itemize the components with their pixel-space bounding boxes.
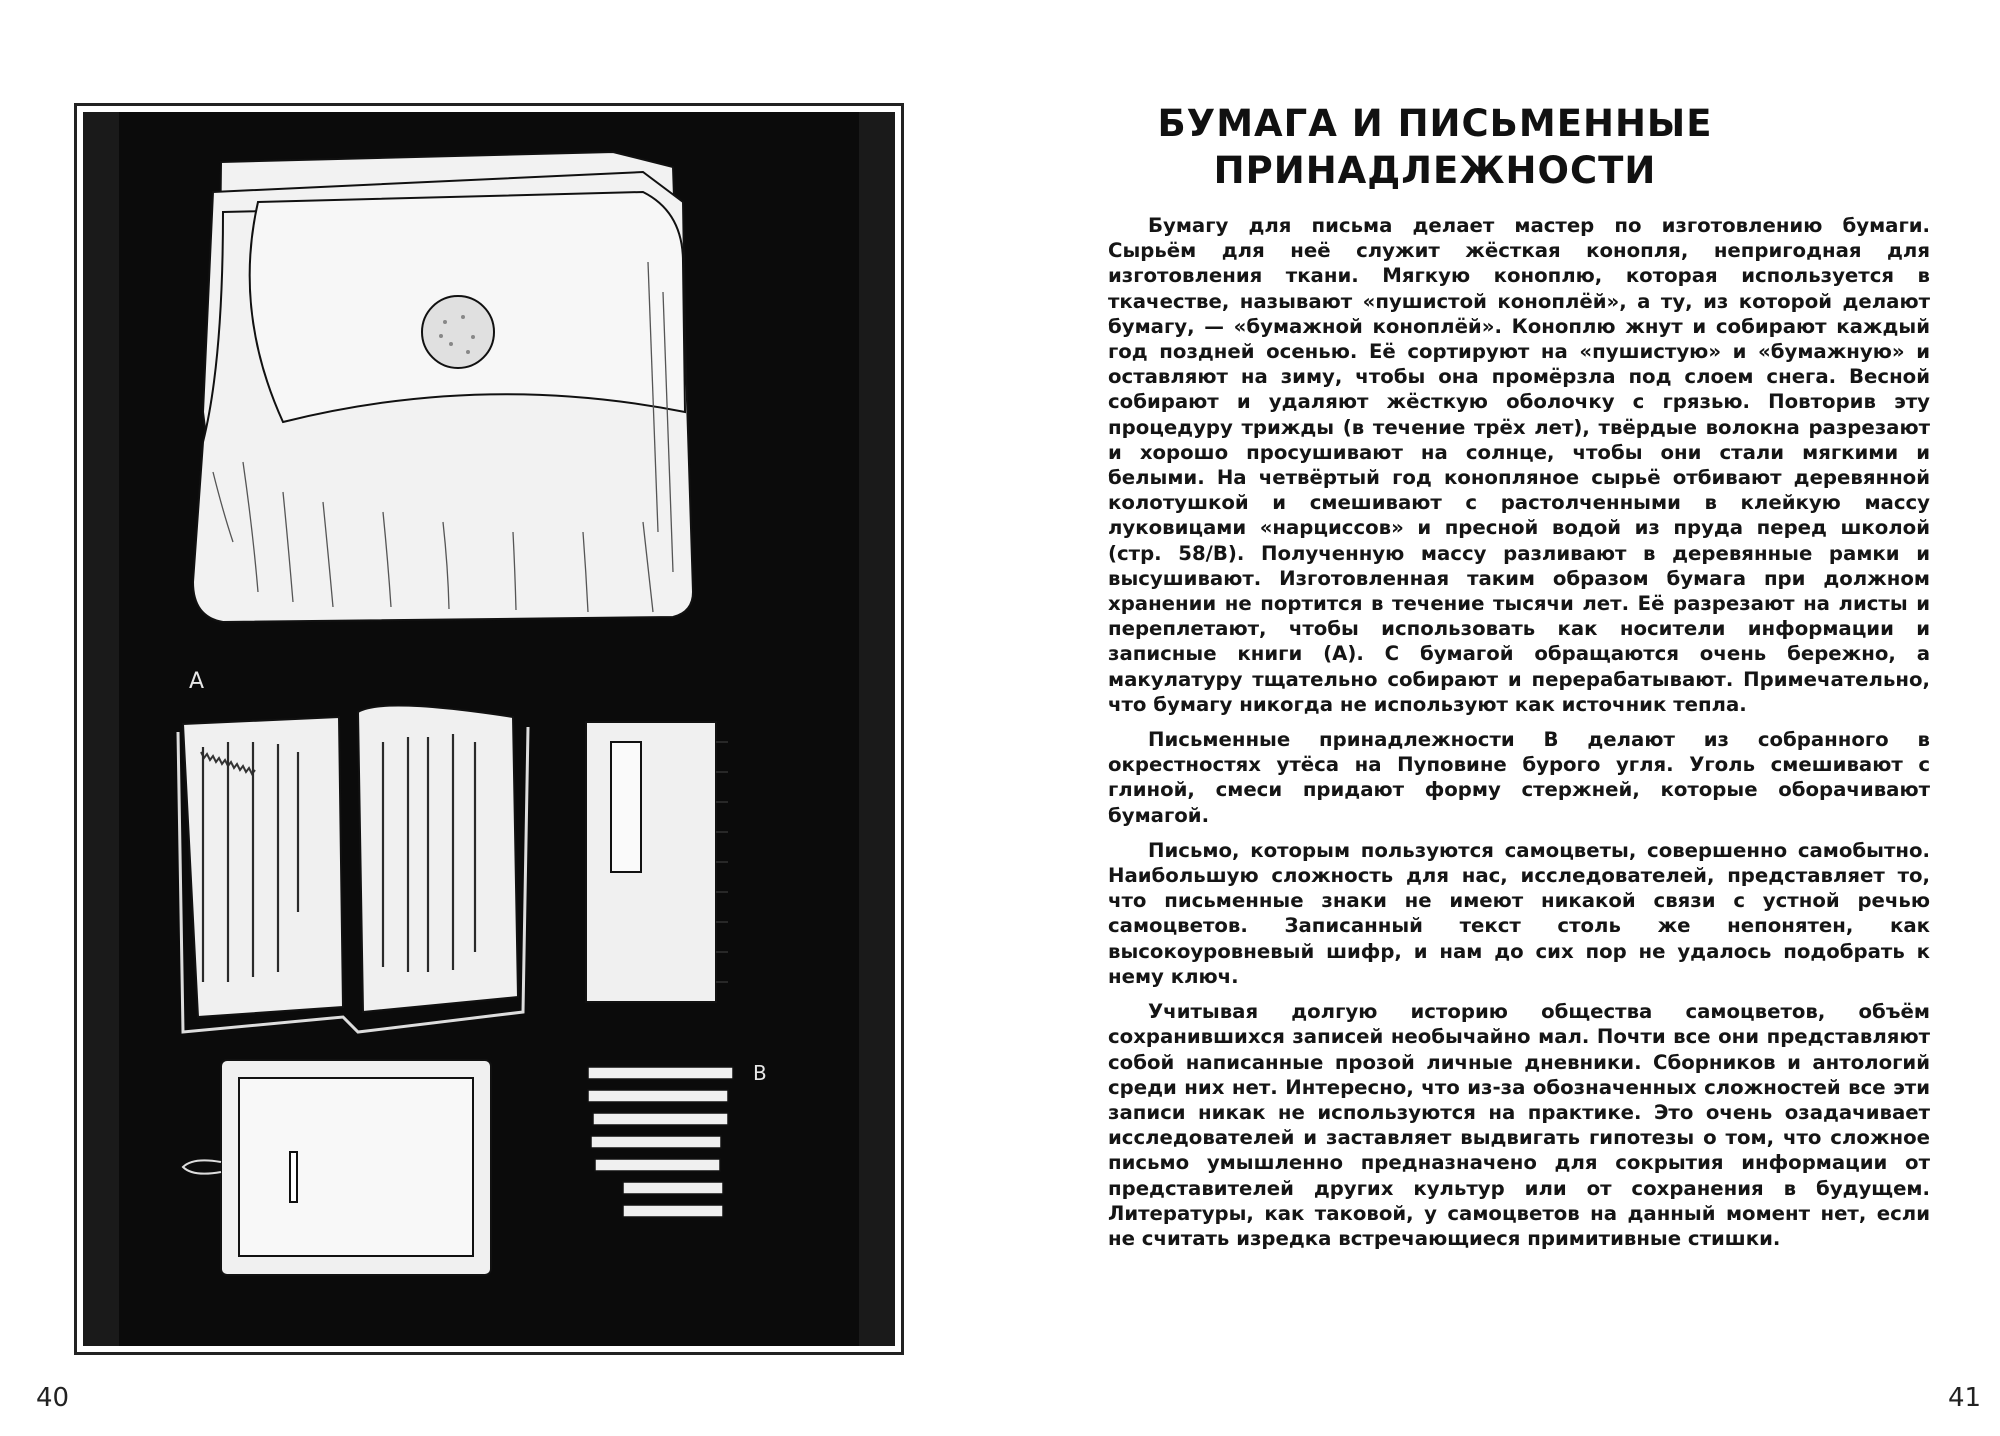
label-b: B — [753, 1061, 767, 1085]
title-line-1: БУМАГА И ПИСЬМЕННЫЕ — [1157, 102, 1713, 145]
paragraph: Учитывая долгую историю общества самоцветов, объём сохранившихся записей необычайно мал. Почти все они представляют собой написанные прозой личные дневники. Сборников и антологий среди них нет. Интересно, что из-за обозначенных сложностей все эти записи никак не используются на практике. Это очень озадачивает исследователей и заставляет выдвигать гипотезы о том, что сложное письмо умышленно предназначено для сокрытия информации от представителей других культур или от сохранения в будущем. Литературы, как таковой, у самоцветов на данный момент нет, если не считать изредка встречающиеся примитивные стишки. — [1108, 1000, 1930, 1250]
title-line-2: ПРИНАДЛЕЖНОСТИ — [1213, 149, 1657, 192]
page-number-right: 41 — [1948, 1383, 1982, 1413]
notebook-icon — [586, 722, 716, 1002]
paper-and-writing-tools-drawing — [83, 112, 895, 1346]
slate-tablet-icon — [183, 1060, 491, 1275]
illustration-frame — [74, 103, 904, 1355]
seal-stamp-icon — [422, 296, 494, 368]
body-text — [1108, 213, 1930, 1261]
charcoal-sticks-icon — [588, 1067, 733, 1217]
label-a: A — [189, 669, 205, 694]
page-title — [1110, 100, 1760, 194]
page-number-left: 40 — [36, 1383, 70, 1413]
paragraph: Бумагу для письма делает мастер по изготовлению бумаги. Сырьём для неё служит жёсткая конопля, непригодная для изготовления ткани. Мягкую коноплю, которая используется в ткачестве, называют «пушистой коноплёй», а ту, из которой делают бумагу, — «бумажной коноплёй». Коноплю жнут и собирают каждый год поздней осенью. Её сортируют на «пушистую» и «бумажную» и оставляют на зиму, чтобы она промёрзла под слоем снега. Весной собирают и удаляют жёсткую оболочку с грязью. Повторив эту процедуру трижды (в течение трёх лет), твёрдые волокна разрезают и хорошо просушивают на солнце, чтобы они стали мягкими и белыми. На четвёртый год конопляное сырьё отбивают деревянной колотушкой и смешивают с растолченными в клейкую массу луковицами «нарциссов» и пресной водой из пруда перед школой (стр. 58/В). Полученную массу разливают в деревянные рамки и высушивают. Изготовленная таким образом бумага при должном хранении не портится в течение тысячи лет. Её разрезают на листы и переплетают, чтобы использовать как носители информации и записные книги (А). С бумагой обращаются очень бережно, а макулатуру тщательно собирают и перерабатывают. Примечательно, что бумагу никогда не используют как источник тепла. — [1108, 214, 1930, 716]
paper-stack-icon — [193, 152, 693, 622]
illustration — [83, 112, 895, 1346]
right-page — [1000, 0, 2000, 1436]
paragraph: Письменные принадлежности В делают из собранного в окрестностях утёса на Пуповине бурого угля. Уголь смешивают с глиной, смеси придают форму стержней, которые оборачивают бумагой. — [1108, 728, 1930, 827]
paragraph: Письмо, которым пользуются самоцветы, совершенно самобытно. Наибольшую сложность для нас, исследователей, представляет то, что письменные знаки не имеют никакой связи с устной речью самоцветов. Записанный текст столь же непонятен, как высокоуровневый шифр, и нам до сих пор не удалось подобрать к нему ключ. — [1108, 838, 1930, 988]
